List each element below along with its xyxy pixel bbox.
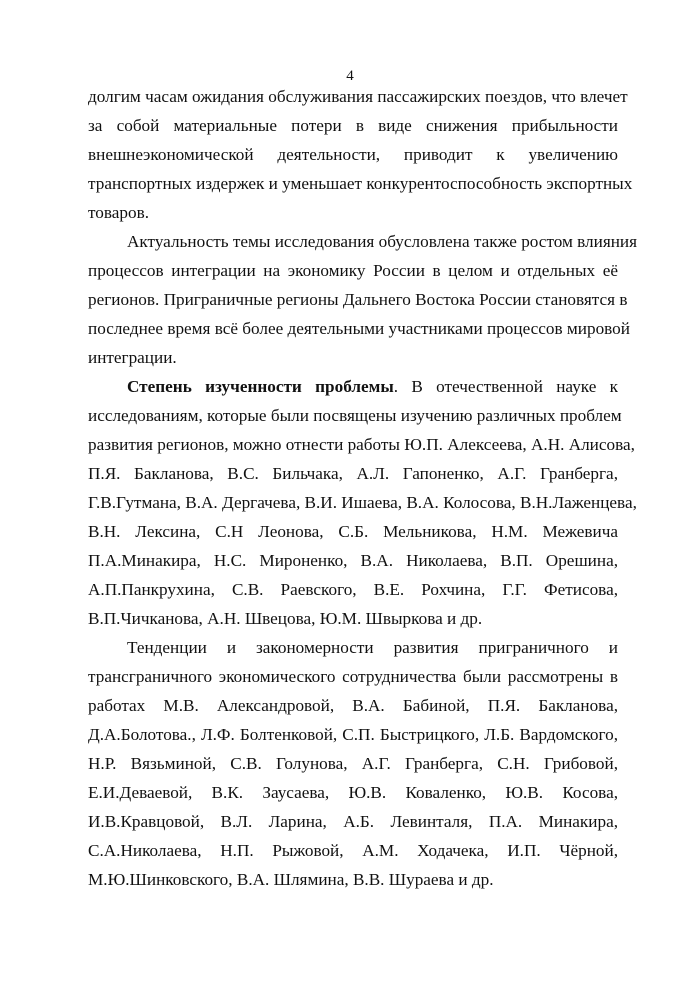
text-line: Е.И.Деваевой, В.К. Заусаева, Ю.В. Коваленко, Ю.В. Косова,: [88, 783, 618, 802]
text-line: В.П.Чичканова, А.Н. Швецова, Ю.М. Швыркова и др.: [88, 609, 483, 628]
page-number: 4: [346, 68, 354, 84]
text-fragment: . В отечественной науке к: [393, 377, 619, 396]
text-line: П.А.Минакира, Н.С. Мироненко, В.А. Николаева, В.П. Орешина,: [88, 551, 618, 570]
text-line: И.В.Кравцовой, В.Л. Ларина, А.Б. Левинталя, П.А. Минакира,: [88, 812, 618, 831]
text-line: Н.Р. Вязьминой, С.В. Голунова, А.Г. Гранберга, С.Н. Грибовой,: [88, 754, 618, 773]
text-line: С.А.Николаева, Н.П. Рыжовой, А.М. Ходачека, И.П. Чёрной,: [88, 841, 618, 860]
text-line: последнее время всё более деятельными участниками процессов мировой: [88, 319, 630, 338]
text-line: [127, 377, 618, 397]
text-line: развития регионов, можно отнести работы Ю.П. Алексеева, А.Н. Алисова,: [88, 435, 635, 454]
text-line: А.П.Панкрухина, С.В. Раевского, В.Е. Рохчина, Г.Г. Фетисова,: [88, 580, 618, 599]
text-line: товаров.: [88, 203, 149, 222]
text-line: Д.А.Болотова., Л.Ф. Болтенковой, С.П. Быстрицкого, Л.Б. Вардомского,: [88, 725, 618, 744]
text-line: Г.В.Гутмана, В.А. Дергачева, В.И. Ишаева, В.А. Колосова, В.Н.Лаженцева,: [88, 493, 637, 512]
text-line: работах М.В. Александровой, В.А. Бабиной, П.Я. Бакланова,: [88, 696, 618, 715]
text-line: М.Ю.Шинковского, В.А. Шлямина, В.В. Шураева и др.: [88, 870, 494, 889]
text-line: исследованиям, которые были посвящены изучению различных проблем: [88, 406, 622, 425]
text-line: регионов. Приграничные регионы Дальнего Востока России становятся в: [88, 290, 628, 309]
text-line: трансграничного экономического сотрудничества были рассмотрены в: [88, 667, 618, 686]
text-line: В.Н. Лексина, С.Н Леонова, С.Б. Мельникова, Н.М. Межевича: [88, 522, 618, 541]
text-line: долгим часам ожидания обслуживания пассажирских поездов, что влечет: [88, 87, 628, 106]
text-line: процессов интеграции на экономику России в целом и отдельных её: [88, 261, 618, 280]
text-line: транспортных издержек и уменьшает конкурентоспособность экспортных: [88, 174, 633, 193]
text-line: Актуальность темы исследования обусловлена также ростом влияния: [127, 232, 638, 251]
text-line: Тенденции и закономерности развития приграничного и: [127, 638, 618, 657]
section-heading: Степень изученности проблемы: [127, 377, 394, 396]
text-line: интеграции.: [88, 348, 177, 367]
text-line: за собой материальные потери в виде снижения прибыльности: [88, 116, 618, 135]
text-line: внешнеэкономической деятельности, приводит к увеличению: [88, 145, 618, 164]
text-line: П.Я. Бакланова, В.С. Бильчака, А.Л. Гапоненко, А.Г. Гранберга,: [88, 464, 618, 483]
